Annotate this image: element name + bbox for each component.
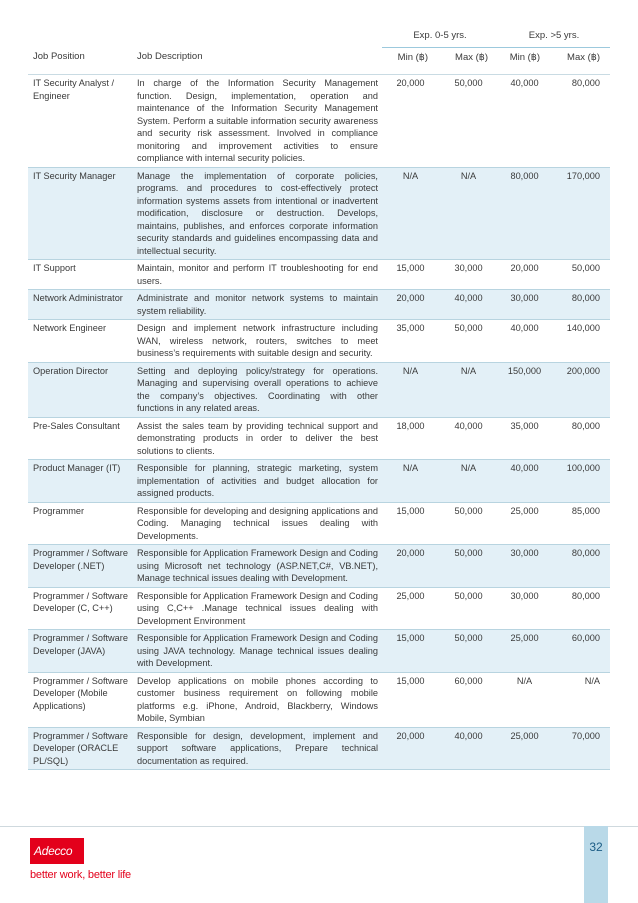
max-0-5-cell: N/A: [438, 167, 498, 260]
job-description-cell: Maintain, monitor and perform IT troubleshooting for end users.: [132, 260, 382, 290]
table-row: [28, 727, 610, 770]
min-5plus-cell: 80,000: [498, 167, 550, 260]
min-0-5-cell: 18,000: [382, 417, 438, 460]
job-position-cell: IT Security Analyst / Engineer: [28, 75, 132, 168]
max-5plus-cell: 80,000: [550, 417, 610, 460]
max-5plus-cell: 170,000: [550, 167, 610, 260]
column-header-row: [28, 47, 610, 75]
min-5plus-cell: 40,000: [498, 75, 550, 168]
job-description-cell: Administrate and monitor network systems to maintain system reliability.: [132, 290, 382, 320]
table-row: [28, 630, 610, 673]
min-0-5-cell: N/A: [382, 362, 438, 417]
job-position-cell: Programmer / Software Developer (JAVA): [28, 630, 132, 673]
job-description-cell: Manage the implementation of corporate policies, programs. and procedures to cost-effectively protect information systems assets from intentional or inadvertent modification, disclosure or destruction. Develops, maintains, publishes, and enforces corporate information security standards and guidelines encompassing data and intellectual security.: [132, 167, 382, 260]
min-5plus-cell: 35,000: [498, 417, 550, 460]
min-5plus-cell: 150,000: [498, 362, 550, 417]
max-0-5-cell: 40,000: [438, 727, 498, 770]
job-description-cell: Develop applications on mobile phones according to customer business requirement on following mobile platforms e.g. iPhone, Android, Blackberry, Windows Mobile, Symbian: [132, 672, 382, 727]
job-description-cell: Responsible for planning, strategic marketing, system implementation of activities and budget allocation for assigned products.: [132, 460, 382, 503]
min-5plus-cell: 25,000: [498, 630, 550, 673]
table-row: [28, 290, 610, 320]
min-5plus-cell: 30,000: [498, 545, 550, 588]
job-position-cell: Programmer: [28, 502, 132, 545]
job-position-cell: Operation Director: [28, 362, 132, 417]
job-position-cell: IT Support: [28, 260, 132, 290]
max-0-5-cell: 50,000: [438, 545, 498, 588]
max-5plus-cell: N/A: [550, 672, 610, 727]
table-row: [28, 545, 610, 588]
min-5plus-cell: 30,000: [498, 587, 550, 630]
job-position-cell: Pre-Sales Consultant: [28, 417, 132, 460]
min-0-5-cell: 15,000: [382, 502, 438, 545]
min-0-5-cell: 15,000: [382, 630, 438, 673]
max-5plus-cell: 100,000: [550, 460, 610, 503]
max-0-5-cell: 50,000: [438, 587, 498, 630]
col-header-job-description: Job Description: [132, 47, 382, 75]
min-5plus-cell: 40,000: [498, 460, 550, 503]
max-0-5-cell: 50,000: [438, 502, 498, 545]
table-row: [28, 362, 610, 417]
min-0-5-cell: 35,000: [382, 320, 438, 363]
col-header-job-position: Job Position: [28, 47, 132, 75]
min-0-5-cell: 20,000: [382, 727, 438, 770]
job-description-cell: Responsible for design, development, implement and support software applications, Prepare technical documentation as required.: [132, 727, 382, 770]
max-5plus-cell: 60,000: [550, 630, 610, 673]
min-0-5-cell: N/A: [382, 460, 438, 503]
max-0-5-cell: 30,000: [438, 260, 498, 290]
salary-table: [28, 30, 610, 770]
max-5plus-cell: 50,000: [550, 260, 610, 290]
group-header-0-5: Exp. 0-5 yrs.: [382, 30, 498, 47]
min-5plus-cell: 25,000: [498, 502, 550, 545]
col-header-max-0-5: Max (฿): [438, 47, 498, 75]
min-5plus-cell: 40,000: [498, 320, 550, 363]
job-description-cell: Responsible for Application Framework Design and Coding using C,C++ .Manage technical issues dealing with Development Environment: [132, 587, 382, 630]
job-position-cell: Network Administrator: [28, 290, 132, 320]
min-5plus-cell: 20,000: [498, 260, 550, 290]
max-0-5-cell: N/A: [438, 362, 498, 417]
job-position-cell: Product Manager (IT): [28, 460, 132, 503]
max-5plus-cell: 80,000: [550, 545, 610, 588]
min-0-5-cell: 15,000: [382, 672, 438, 727]
max-5plus-cell: 70,000: [550, 727, 610, 770]
salary-table-body: [28, 75, 610, 770]
max-5plus-cell: 200,000: [550, 362, 610, 417]
col-header-min-5plus: Min (฿): [498, 47, 550, 75]
job-position-cell: IT Security Manager: [28, 167, 132, 260]
job-position-cell: Programmer / Software Developer (C, C++): [28, 587, 132, 630]
group-header-row: [28, 30, 610, 47]
col-header-max-5plus: Max (฿): [550, 47, 610, 75]
max-0-5-cell: 50,000: [438, 630, 498, 673]
job-description-cell: Setting and deploying policy/strategy for operations. Managing and supervising overall operations to achieve the company’s objectives. Coordinating with other functions in any related areas.: [132, 362, 382, 417]
max-5plus-cell: 80,000: [550, 75, 610, 168]
min-5plus-cell: 25,000: [498, 727, 550, 770]
min-0-5-cell: 20,000: [382, 545, 438, 588]
job-description-cell: Design and implement network infrastructure including WAN, wireless network, routers, switches to meet business’s requirements with suitable design and security.: [132, 320, 382, 363]
adecco-logo-text: Adecco: [34, 844, 73, 858]
min-5plus-cell: 30,000: [498, 290, 550, 320]
job-position-cell: Programmer / Software Developer (.NET): [28, 545, 132, 588]
col-header-min-0-5: Min (฿): [382, 47, 438, 75]
table-row: [28, 502, 610, 545]
min-0-5-cell: N/A: [382, 167, 438, 260]
table-row: [28, 417, 610, 460]
group-header-5plus: Exp. >5 yrs.: [498, 30, 610, 47]
table-row: [28, 587, 610, 630]
table-row: [28, 320, 610, 363]
job-position-cell: Programmer / Software Developer (ORACLE PL/SQL): [28, 727, 132, 770]
table-row: [28, 75, 610, 168]
salary-table-page: [28, 30, 610, 770]
max-0-5-cell: 50,000: [438, 320, 498, 363]
job-description-cell: Responsible for Application Framework Design and Coding using JAVA technology. Manage technical issues dealing with Development.: [132, 630, 382, 673]
job-position-cell: Network Engineer: [28, 320, 132, 363]
max-5plus-cell: 140,000: [550, 320, 610, 363]
max-5plus-cell: 80,000: [550, 587, 610, 630]
min-0-5-cell: 20,000: [382, 290, 438, 320]
min-0-5-cell: 25,000: [382, 587, 438, 630]
min-0-5-cell: 20,000: [382, 75, 438, 168]
page-number: 32: [589, 840, 603, 854]
max-0-5-cell: 40,000: [438, 417, 498, 460]
table-row: [28, 460, 610, 503]
max-0-5-cell: 50,000: [438, 75, 498, 168]
footer-divider: [0, 826, 638, 827]
max-5plus-cell: 80,000: [550, 290, 610, 320]
max-0-5-cell: N/A: [438, 460, 498, 503]
job-position-cell: Programmer / Software Developer (Mobile Applications): [28, 672, 132, 727]
max-0-5-cell: 60,000: [438, 672, 498, 727]
min-5plus-cell: N/A: [498, 672, 550, 727]
page-number-bar: [584, 826, 608, 903]
job-description-cell: Responsible for Application Framework Design and Coding using Microsoft net technology (ASP.NET,C#, VB.NET), Manage technical issues dealing with Development.: [132, 545, 382, 588]
job-description-cell: Assist the sales team by providing technical support and demonstrating products in order to deliver the best solutions to clients.: [132, 417, 382, 460]
job-description-cell: In charge of the Information Security Management function. Design, implementation, operation and maintenance of the Information Security Management System. Perform a suitable information security awareness and security risk assessment. Involved in compliance monitoring and improvement activities to ensure compliance with internal security policies.: [132, 75, 382, 168]
table-row: [28, 167, 610, 260]
max-0-5-cell: 40,000: [438, 290, 498, 320]
tagline: better work, better life: [30, 869, 131, 881]
table-row: [28, 260, 610, 290]
min-0-5-cell: 15,000: [382, 260, 438, 290]
job-description-cell: Responsible for developing and designing applications and Coding. Managing technical issues dealing with Developments.: [132, 502, 382, 545]
table-row: [28, 672, 610, 727]
max-5plus-cell: 85,000: [550, 502, 610, 545]
